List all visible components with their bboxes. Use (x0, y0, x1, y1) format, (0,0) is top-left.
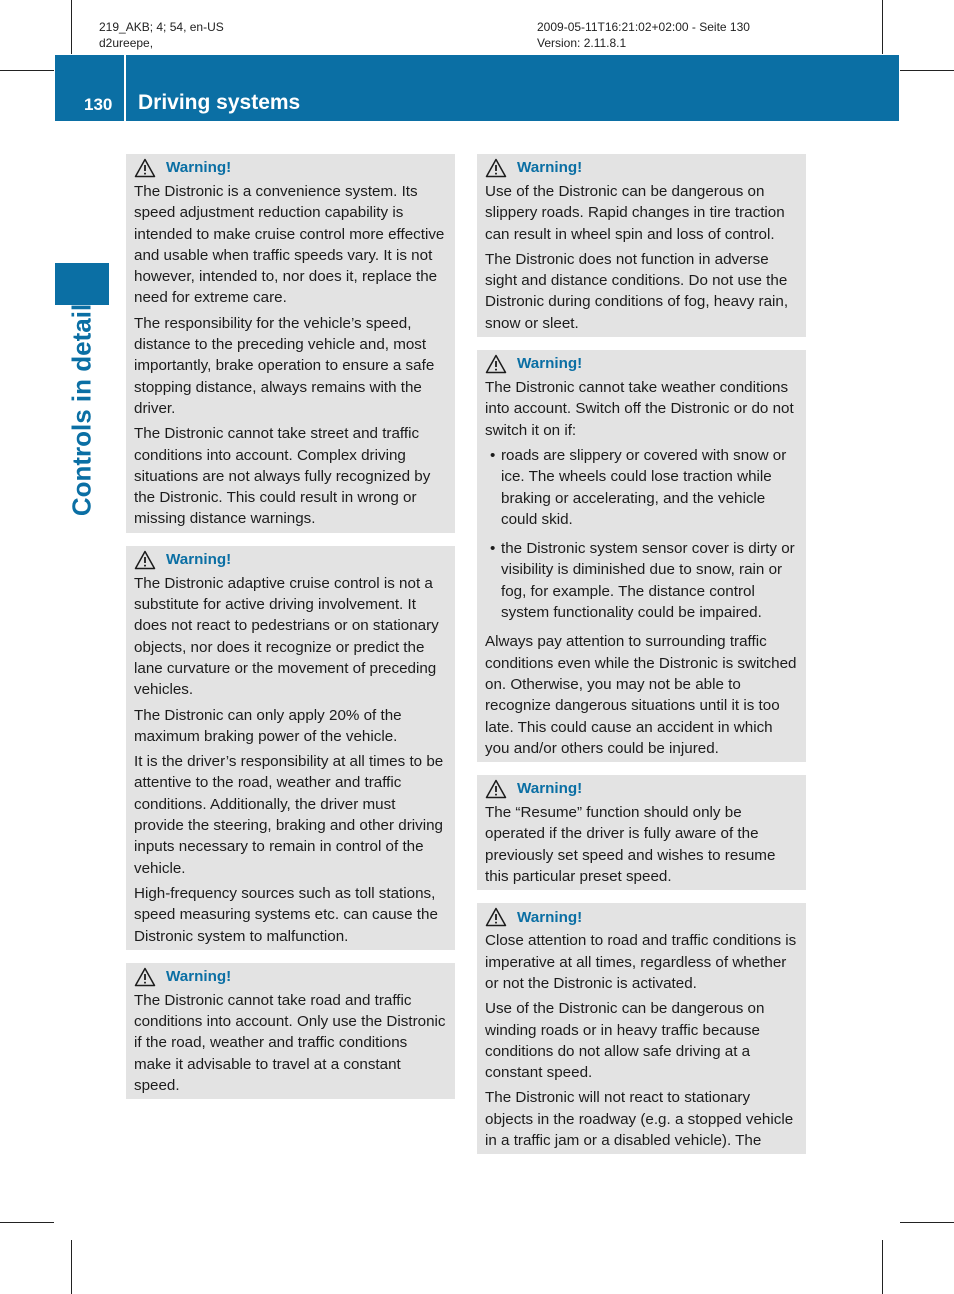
warning-triangle-icon (485, 354, 507, 374)
warning-title: Warning! (517, 780, 583, 798)
warning-paragraph: Use of the Distronic can be dangerous on winding roads or in heavy traffic because conditions do not allow safe driving at a constant speed. (485, 1000, 765, 1082)
warning-paragraph: The Distronic does not function in adverse sight and distance conditions. Do not use the Distronic during conditions of fog, heavy rain, snow or sleet. (485, 250, 789, 332)
warning-box (477, 154, 806, 337)
warning-heading (485, 906, 799, 928)
warning-paragraph: The Distronic is a convenience system. Its speed adjustment reduction capability is intended to make cruise control more effective and usable when traffic speeds vary. It is not however, intended to, nor does it, replace the need for extreme care. (134, 183, 445, 307)
warning-triangle-icon (134, 550, 156, 570)
crop-mark (0, 1222, 54, 1223)
right-column (477, 154, 806, 1167)
left-column (126, 154, 455, 1112)
crop-mark (900, 1222, 954, 1223)
crop-mark (882, 1240, 883, 1294)
print-meta-line: d2ureepe, (99, 36, 154, 50)
side-chapter-title: Controls in detail (66, 303, 97, 517)
crop-mark (71, 0, 72, 54)
crop-mark (900, 70, 954, 71)
bullet-list (485, 445, 799, 623)
warning-paragraph: The Distronic adaptive cruise control is not a substitute for active driving involvement. It does not react to pedestrians or on stationary objects, nor does it recognize or predict the lane curvature or the movement of preceding vehicles. (134, 574, 439, 699)
warning-heading (134, 157, 448, 179)
print-meta-right (537, 19, 750, 51)
warning-heading (134, 966, 448, 988)
warning-triangle-icon (485, 907, 507, 927)
warning-box (126, 963, 455, 1099)
warning-title: Warning! (166, 551, 232, 569)
warning-paragraph: The Distronic can only apply 20% of the maximum braking power of the vehicle. (134, 706, 402, 745)
warning-heading (134, 549, 448, 571)
print-meta-left (99, 19, 224, 51)
print-meta-line: 2009-05-11T16:21:02+02:00 - Seite 130 (537, 20, 750, 34)
warning-triangle-icon (485, 779, 507, 799)
crop-mark (71, 1240, 72, 1294)
warning-title: Warning! (166, 968, 232, 986)
warning-paragraph: Use of the Distronic can be dangerous on slippery roads. Rapid changes in tire traction can result in wheel spin and loss of control. (485, 183, 785, 243)
warning-heading (485, 778, 799, 800)
warning-paragraph: Close attention to road and traffic conditions is imperative at all times, regardless of whether or not the Distronic is activated. (485, 932, 797, 992)
warning-paragraph: The Distronic cannot take weather conditions into account. Switch off the Distronic or do not switch it on if: (485, 379, 794, 439)
warning-title: Warning! (517, 908, 583, 926)
warning-triangle-icon (134, 967, 156, 987)
warning-triangle-icon (134, 158, 156, 178)
warning-box (126, 546, 455, 950)
warning-paragraph: The Distronic will not react to stationary objects in the roadway (e.g. a stopped vehicle in a traffic jam or a disabled vehicle). The (485, 1089, 794, 1149)
warning-paragraph: The Distronic cannot take road and traffic conditions into account. Only use the Distronic if the road, weather and traffic conditions make it advisable to travel at a constant speed. (134, 991, 446, 1094)
warning-paragraph: The “Resume” function should only be operated if the driver is fully aware of the previously set speed and wishes to resume this particular preset speed. (485, 804, 776, 886)
warning-title: Warning! (517, 355, 583, 373)
warning-box (477, 903, 806, 1154)
bullet-item: • roads are slippery or covered with snow or ice. The wheels could lose traction while braking or accelerating, and the vehicle could skid. (485, 445, 799, 530)
warning-box (126, 154, 455, 533)
crop-mark (0, 70, 54, 71)
print-meta-line: Version: 2.11.8.1 (537, 36, 627, 50)
bullet-item: • the Distronic system sensor cover is dirty or visibility is diminished due to snow, rain or fog, for example. The distance control system functionality could be impaired. (485, 538, 799, 623)
header-divider (124, 55, 126, 121)
warning-paragraph: The Distronic cannot take street and traffic conditions into account. Complex driving situations are not always fully recognized by the Distronic. This could result in wrong or missing distance warnings. (134, 425, 431, 528)
warning-paragraph: High-frequency sources such as toll stations, speed measuring systems etc. can cause the Distronic system to malfunction. (134, 884, 438, 945)
warning-paragraph: Always pay attention to surrounding traffic conditions even while the Distronic is switched on. Otherwise, you may not be able to recognize dangerous situations until it is too late. This could cause an accident in which you and/or others could be injured. (485, 633, 797, 757)
warning-title: Warning! (517, 159, 583, 177)
warning-box (477, 350, 806, 762)
print-meta-line: 219_AKB; 4; 54, en-US (99, 20, 224, 34)
warning-box (477, 775, 806, 890)
side-tab (55, 263, 109, 305)
section-title: Driving systems (138, 91, 301, 114)
warning-title: Warning! (166, 159, 232, 177)
page-number: 130 (84, 95, 113, 114)
warning-paragraph: It is the driver’s responsibility at all times to be attentive to the road, weather and traffic conditions. Additionally, the driver must provide the steering, braking and other driving inputs necessary to remain in control of the vehicle. (134, 753, 444, 877)
warning-triangle-icon (485, 158, 507, 178)
warning-heading (485, 353, 799, 375)
warning-paragraph: The responsibility for the vehicle’s speed, distance to the preceding vehicle and, most importantly, brake operation to ensure a safe stopping distance, always remains with the driver. (134, 314, 435, 417)
warning-heading (485, 157, 799, 179)
crop-mark (882, 0, 883, 54)
